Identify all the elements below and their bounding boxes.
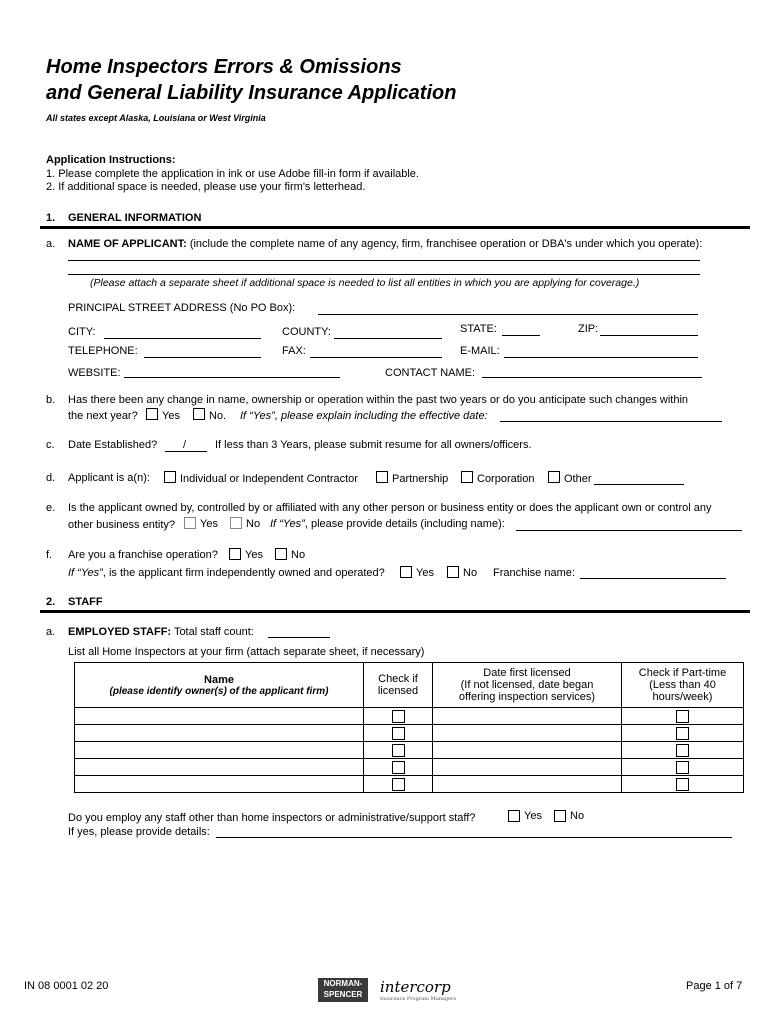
licensed-cell — [364, 708, 433, 725]
other-field[interactable] — [594, 484, 684, 485]
affiliation-explain — [270, 518, 505, 530]
affiliation-details-field[interactable] — [516, 530, 742, 531]
col-date-header — [433, 663, 622, 708]
independent-question-ital: If “Yes” — [68, 567, 103, 579]
item-2a-letter: a. — [46, 626, 56, 638]
instruction-2: 2. If additional space is needed, please use your firm's letterhead. — [46, 181, 366, 193]
other-staff-no-label: No — [570, 810, 585, 822]
logo1-line2: SPENCER — [323, 990, 363, 999]
licensed-cell — [364, 759, 433, 776]
list-inspectors-note: List all Home Inspectors at your firm (attach separate sheet, if necessary) — [68, 646, 425, 658]
parttime-checkbox[interactable] — [676, 727, 689, 740]
item-b-letter: b. — [46, 394, 56, 406]
col-name-header — [75, 663, 364, 708]
individual-checkbox[interactable] — [164, 471, 176, 483]
form-number: IN 08 0001 02 20 — [24, 980, 109, 992]
parttime-cell — [622, 708, 744, 725]
franchise-no-checkbox[interactable] — [275, 548, 287, 560]
other-checkbox[interactable] — [548, 471, 560, 483]
logo2-sub: Insurance Program Managers — [380, 996, 457, 1002]
instruction-1: 1. Please complete the application in ink or use Adobe fill-in form if available. — [46, 168, 419, 180]
email-field[interactable] — [504, 357, 698, 358]
col-parttime-l2: (Less than 40 — [649, 679, 716, 691]
change-yes-label: Yes — [162, 410, 180, 422]
employed-staff-label: EMPLOYED STAFF: — [68, 626, 172, 638]
website-label: WEBSITE: — [68, 367, 121, 379]
logo1-line1: NORMAN- — [323, 979, 363, 988]
applicant-name-prompt — [68, 238, 702, 250]
contact-name-field[interactable] — [482, 377, 702, 378]
franchise-yes-label: Yes — [245, 549, 263, 561]
parttime-cell — [622, 759, 744, 776]
independent-question — [68, 567, 385, 579]
col-licensed-header: Check if licensed — [364, 663, 433, 708]
applicant-name-field-2[interactable] — [68, 274, 700, 275]
fax-field[interactable] — [310, 357, 442, 358]
franchise-name-label: Franchise name: — [493, 567, 575, 579]
other-staff-details-label: If yes, please provide details: — [68, 826, 210, 838]
independent-yes-label: Yes — [416, 567, 434, 579]
col-name-title: Name — [204, 673, 234, 686]
licensed-checkbox[interactable] — [392, 710, 405, 723]
other-staff-details-field[interactable] — [216, 837, 732, 838]
section-2-title: STAFF — [68, 596, 103, 608]
franchise-yes-checkbox[interactable] — [229, 548, 241, 560]
item-a-letter: a. — [46, 238, 56, 250]
item-f-letter: f. — [46, 549, 53, 561]
zip-field[interactable] — [600, 335, 698, 336]
change-question-cont: the next year? — [68, 410, 138, 422]
partnership-label: Partnership — [392, 473, 449, 485]
email-label: E-MAIL: — [460, 345, 500, 357]
table-row — [75, 725, 744, 742]
city-label: CITY: — [68, 326, 96, 338]
licensed-cell — [364, 776, 433, 793]
parttime-cell — [622, 742, 744, 759]
licensed-checkbox[interactable] — [392, 778, 405, 791]
other-staff-question: Do you employ any staff other than home inspectors or administrative/support staff? — [68, 812, 476, 824]
street-address-field[interactable] — [318, 314, 698, 315]
instructions-heading: Application Instructions: — [46, 154, 176, 166]
page-number: Page 1 of 7 — [686, 980, 743, 992]
date-established-label: Date Established? — [68, 439, 158, 451]
street-address-label: PRINCIPAL STREET ADDRESS (No PO Box): — [68, 302, 296, 314]
applicant-name-desc: (include the complete name of any agency, firm, franchisee operation or DBA's under which you operate): — [189, 238, 703, 250]
col-date-l1: Date first licensed — [483, 667, 571, 679]
other-staff-yes-label: Yes — [524, 810, 542, 822]
telephone-label: TELEPHONE: — [68, 345, 138, 357]
change-no-checkbox[interactable] — [193, 408, 205, 420]
contact-name-label: CONTACT NAME: — [385, 367, 476, 379]
change-no-label: No. — [209, 410, 227, 422]
item-e-letter: e. — [46, 502, 56, 514]
state-field[interactable] — [502, 335, 540, 336]
county-field[interactable] — [334, 338, 442, 339]
table-row — [75, 708, 744, 725]
parttime-checkbox[interactable] — [676, 710, 689, 723]
licensed-checkbox[interactable] — [392, 761, 405, 774]
col-parttime-l3: hours/week) — [652, 691, 713, 703]
independent-yes-checkbox[interactable] — [400, 566, 412, 578]
partnership-checkbox[interactable] — [376, 471, 388, 483]
affiliation-no-checkbox[interactable] — [230, 517, 242, 529]
date-cell[interactable] — [433, 742, 622, 759]
date-established-field[interactable] — [165, 451, 207, 452]
attach-sheet-note: (Please attach a separate sheet if additional space is needed to list all entities in which you are applying for coverage.) — [90, 277, 640, 289]
franchise-no-label: No — [291, 549, 306, 561]
section-2-number: 2. — [46, 596, 56, 608]
affiliation-yes-label: Yes — [200, 518, 218, 530]
date-cell[interactable] — [433, 725, 622, 742]
parttime-checkbox[interactable] — [676, 778, 689, 791]
col-parttime-l1: Check if Part-time — [638, 667, 727, 679]
applicant-type-label: Applicant is a(n): — [68, 472, 150, 484]
applicant-name-label: NAME OF APPLICANT: — [68, 238, 187, 250]
employed-staff — [68, 626, 254, 638]
col-date-l2: (If not licensed, date began — [460, 679, 594, 691]
independent-question-rest: , is the applicant firm independently owned and operated? — [102, 567, 385, 579]
col-date-l3: offering inspection services) — [458, 691, 596, 703]
affiliation-explain-rest: , please provide details (including name): — [304, 518, 505, 530]
item-c-letter: c. — [46, 439, 55, 451]
licensed-checkbox[interactable] — [392, 727, 405, 740]
name-cell[interactable] — [75, 776, 364, 793]
change-yes-checkbox[interactable] — [146, 408, 158, 420]
col-name-sub: (please identify owner(s) of the applicant firm) — [109, 685, 329, 697]
fax-label: FAX: — [282, 345, 306, 357]
staff-count-label: Total staff count: — [173, 626, 254, 638]
independent-no-label: No — [463, 567, 478, 579]
affiliation-no-label: No — [246, 518, 261, 530]
county-label: COUNTY: — [282, 326, 331, 338]
other-staff-yes-checkbox[interactable] — [508, 810, 520, 822]
section-2-bar — [40, 594, 750, 613]
city-field[interactable] — [104, 338, 261, 339]
licensed-checkbox[interactable] — [392, 744, 405, 757]
zip-label: ZIP: — [578, 323, 599, 335]
parttime-checkbox[interactable] — [676, 761, 689, 774]
date-slash: / — [183, 439, 187, 451]
corporation-label: Corporation — [477, 473, 535, 485]
item-d-letter: d. — [46, 472, 56, 484]
change-explain-label: If “Yes”, please explain including the effective date: — [240, 410, 488, 422]
franchise-question: Are you a franchise operation? — [68, 549, 218, 561]
date-cell[interactable] — [433, 708, 622, 725]
licensed-cell — [364, 742, 433, 759]
parttime-cell — [622, 776, 744, 793]
col-parttime-header — [622, 663, 744, 708]
title-line-2: and General Liability Insurance Application — [46, 82, 457, 104]
name-cell[interactable] — [75, 708, 364, 725]
name-cell[interactable] — [75, 742, 364, 759]
other-staff-no-checkbox[interactable] — [554, 810, 566, 822]
norman-spencer-logo — [318, 978, 368, 1002]
table-row — [75, 742, 744, 759]
states-note: All states except Alaska, Louisiana or West Virginia — [46, 113, 266, 123]
name-cell[interactable] — [75, 725, 364, 742]
other-label: Other — [564, 473, 592, 485]
change-explain-field[interactable] — [500, 421, 722, 422]
affiliation-question: Is the applicant owned by, controlled by or affiliated with any other person or business entity or does the applicant own or control any — [68, 502, 712, 514]
change-question: Has there been any change in name, ownership or operation within the past two years or do you anticipate such changes within — [68, 394, 689, 406]
state-label: STATE: — [460, 323, 497, 335]
parttime-cell — [622, 725, 744, 742]
title-line-1: Home Inspectors Errors & Omissions — [46, 56, 402, 78]
parttime-checkbox[interactable] — [676, 744, 689, 757]
logo2-text: intercorp — [380, 978, 451, 996]
corporation-checkbox[interactable] — [461, 471, 473, 483]
table-row — [75, 759, 744, 776]
affiliation-yes-checkbox[interactable] — [184, 517, 196, 529]
franchise-name-field[interactable] — [580, 578, 726, 579]
applicant-name-field-1[interactable] — [68, 260, 700, 261]
table-row — [75, 776, 744, 793]
licensed-cell — [364, 725, 433, 742]
date-cell[interactable] — [433, 776, 622, 793]
independent-no-checkbox[interactable] — [447, 566, 459, 578]
website-field[interactable] — [124, 377, 340, 378]
intercorp-logo — [380, 978, 456, 1002]
telephone-field[interactable] — [144, 357, 261, 358]
affiliation-explain-ital: If “Yes” — [270, 518, 305, 530]
staff-count-field[interactable] — [268, 637, 330, 638]
section-1-number: 1. — [46, 212, 56, 224]
section-1-title: GENERAL INFORMATION — [68, 212, 202, 224]
individual-label: Individual or Independent Contractor — [180, 473, 358, 485]
inspectors-table — [74, 662, 744, 793]
resume-note: If less than 3 Years, please submit resume for all owners/officers. — [215, 439, 532, 451]
affiliation-question-cont: other business entity? — [68, 519, 176, 531]
date-cell[interactable] — [433, 759, 622, 776]
name-cell[interactable] — [75, 759, 364, 776]
